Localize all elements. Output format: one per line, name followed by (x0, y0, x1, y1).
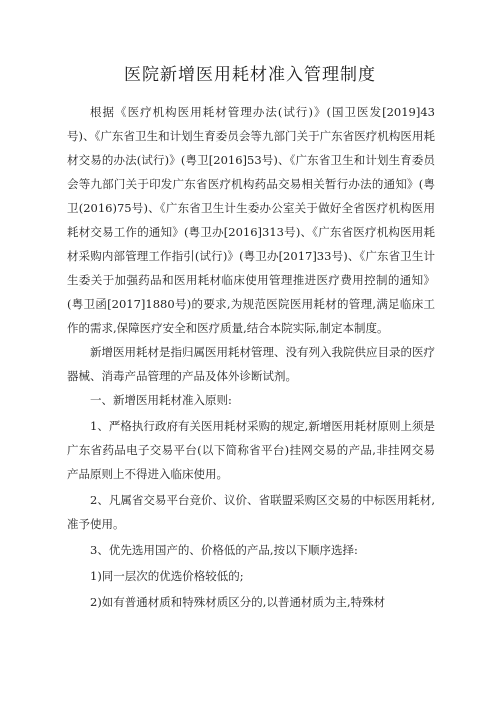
paragraph-definition: 新增医用耗材是指归属医用耗材管理、没有列入我院供应目录的医疗器械、消毒产品管理的产品及体外诊断试剂。 (67, 345, 435, 383)
paragraph-principle-2: 2、凡属省交易平台竞价、议价、省联盟采购区交易的中标医用耗材,准予使用。 (67, 493, 435, 531)
section-heading-admission-principles: 一、新增医用耗材准入原则: (90, 393, 232, 407)
paragraph-sub-item-2: 2)如有普通材质和特殊材质区分的,以普通材质为主,特殊材 (90, 595, 386, 609)
paragraph-principle-1: 1、严格执行政府有关医用耗材采购的规定,新增医用耗材原则上须是广东省药品电子交易平台(以下简称省平台)挂网交易的产品,非挂网交易产品原则上不得进入临床使用。 (67, 419, 435, 481)
document-body (67, 100, 435, 614)
paragraph-principle-3: 3、优先选用国产的、价格低的产品,按以下顺序选择: (90, 543, 358, 557)
paragraph-legal-basis: 根据《医疗机构医用耗材管理办法(试行)》(国卫医发[2019]43号)、《广东省卫生和计划生育委员会等九部门关于广东省医疗机构医用耗材交易的办法(试行)》(粤卫[2016]53号)、《广东省卫生和计划生育委员会等九部门关于印发广东省医疗机构药品交易相关暂行办法的通知》(粤卫(2016)75号)、《广东省卫生计生委办公室关于做好全省医疗机构医用耗材交易工作的通知》(粤卫办[2016]313号)、《广东省医疗机构医用耗材采购内部管理工作指引(试行)》(粤卫办[2017]33号)、《广东省卫生计生委关于加强药品和医用耗材临床使用管理推进医疗费用控制的通知》(粤卫函[2017]1880号)的要求,为规范医院医用耗材的管理,满足临床工作的需求,保障医疗安全和医疗质量,结合本院实际,制定本制度。 (67, 105, 435, 335)
document-title: 医院新增医用耗材准入管理制度 (124, 65, 376, 85)
paragraph-sub-item-1: 1)同一层次的优选价格较低的; (90, 569, 244, 583)
